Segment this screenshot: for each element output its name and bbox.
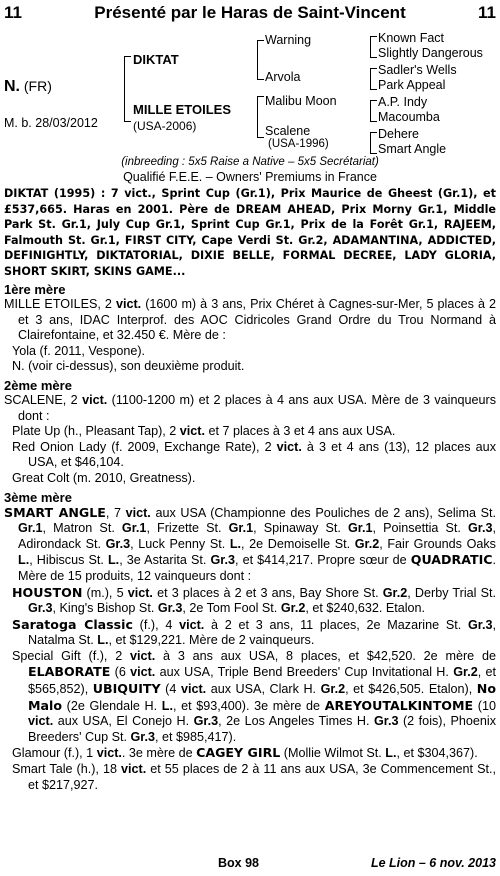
page-footer [0, 856, 500, 874]
ggs-1: Known Fact [378, 31, 445, 45]
sire-record: DIKTAT (1995) : 7 vict., Sprint Cup (Gr.1), Prix Maurice de Gheest (Gr.1), et £537,665. Haras en 2001. Père de DREAM AHEAD, Prix Morny Gr.1, Middle Park St. Gr.1, July Cup Gr.1, Sprint Cup Gr.1, Prix de la Forêt Gr.1, RAJEEM, Falmouth St. Gr.1, FIRST CITY, Cape Verdi St. Gr.2, ADAMANTINA, ADDICTED, DEFINIGHTLY, DIKTATORIAL, DIXIE BELLE, FORMAL DECREE, LADY GLORIA, SHORT SKIRT, SKINS GAME... [4, 187, 496, 278]
dam2-produce-2: Red Onion Lady (f. 2009, Exchange Rate), 2 vict. à 3 et 4 ans (13), 12 places aux USA, et $46,104. [12, 439, 496, 470]
lot-number-right: 11 [478, 3, 496, 22]
dam-name: MILLE ETOILES [133, 102, 231, 117]
dam-origin: (USA-2006) [133, 119, 197, 133]
sire-name: DIKTAT [133, 52, 179, 67]
ggs-8: Smart Angle [378, 142, 447, 156]
ggs-7: Dehere [378, 127, 419, 141]
dam1-produce-2: N. (voir ci-dessus), son deuxième produit. [12, 359, 245, 374]
dam3-heading: 3ème mère [4, 489, 72, 505]
dam2-produce-3: Great Colt (m. 2010, Greatness). [12, 470, 196, 485]
dam2-heading: 2ème mère [4, 377, 72, 393]
presenter-title: Présenté par le Haras de Saint-Vincent [94, 3, 406, 22]
grandsire-3: Malibu Moon [265, 94, 337, 108]
inbreeding-note: (inbreeding : 5x5 Raise a Native – 5x5 Secrétariat) [121, 156, 379, 168]
offspring-special-gift: Special Gift (f.), 2 vict. à 3 ans aux USA, 8 places, et $42,520. 2e mère de ELABORATE (6 vict. aux USA, Triple Bend Breeders' Cup Invitational H. Gr.2, et $565,852), UBIQUITY (4 vict. aux USA, Clark H. Gr.2, et $426,505. Etalon), No Malo (2e Glendale H. L., et $93,400). 3e mère de AREYOUTALKINTOME (10 vict. aux USA, El Conejo H. Gr.3, 2e Los Angeles Times H. Gr.3 (2 fois), Phoenix Breeders' Cup St. Gr.3, et $985,417). [12, 648, 496, 744]
dam1-record: MILLE ETOILES, 2 vict. (1600 m) à 3 ans, Prix Chéret à Cagnes-sur-Mer, 5 places à 2 et 3 ans, IDAC Interprof. des AOC Cidricoles Grand Ordre du Trou Normand à Clairefontaine, et 32.450 €. Mère de : [4, 297, 496, 343]
ggs-4: Park Appeal [378, 78, 446, 92]
horse-birth: M. b. 28/03/2012 [4, 116, 98, 130]
box-number: Box 98 [218, 856, 259, 870]
dam1-produce-1: Yola (f. 2011, Vespone). [12, 343, 146, 358]
dam2-record: SCALENE, 2 vict. (1100-1200 m) et 2 places à 4 ans aux USA. Mère de 3 vainqueurs dont : [4, 392, 496, 423]
dam3-record: SMART ANGLE, 7 vict. aux USA (Championne des Pouliches de 2 ans), Selima St. Gr.1, Matron St. Gr.1, Frizette St. Gr.1, Spinaway St. Gr.1, Poinsettia St. Gr.3, Adirondack St. Gr.3, Luck Penny St. L., 2e Demoiselle St. Gr.2, Fair Grounds Oaks L., Hibiscus St. L., 3e Astarita St. Gr.3, et $414,217. Propre sœur de QUADRATIC. Mère de 15 produits, 12 vainqueurs dont : [4, 504, 497, 583]
dam1-heading: 1ère mère [4, 282, 66, 297]
bracket [124, 56, 131, 122]
offspring-glamour: Glamour (f.), 1 vict.. 3e mère de CAGEY GIRL (Mollie Wilmot St. L., et $304,367). [12, 745, 478, 761]
qualification-note: Qualifié F.E.E. – Owners' Premiums in France [123, 170, 377, 184]
pedigree-table [0, 26, 500, 154]
bracket [257, 40, 264, 80]
offspring-saratoga: Saratoga Classic (f.), 4 vict. à 2 et 3 ans, 11 places, 2e Mazarine St. Gr.3, Natalma St. L., et $129,221. Mère de 2 vainqueurs. [12, 616, 496, 648]
bracket [370, 100, 377, 122]
grandsire-1: Warning [265, 33, 312, 47]
bracket [370, 36, 377, 58]
pedigree-body [4, 186, 496, 793]
ggs-3: Sadler's Wells [378, 63, 457, 77]
offspring-houston: HOUSTON (m.), 5 vict. et 3 places à 2 et 3 ans, Bay Shore St. Gr.2, Derby Trial St. Gr.3, King's Bishop St. Gr.3, 2e Tom Fool St. Gr.2, et $240,632. Etalon. [12, 584, 496, 616]
bracket [370, 68, 377, 90]
grandsire-4: Scalene [265, 124, 311, 138]
bracket [370, 132, 377, 154]
bracket [257, 96, 264, 138]
offspring-smart-tale: Smart Tale (h.), 18 vict. et 55 places de 2 à 11 ans aux USA, 3e Commencement St., et $217,927. [12, 762, 496, 792]
horse-name: N. (FR) [4, 78, 52, 95]
ggs-2: Slightly Dangerous [378, 46, 483, 60]
ggs-6: Macoumba [378, 110, 440, 124]
sale-name-date: Le Lion – 6 nov. 2013 [370, 856, 496, 870]
lot-number-left: 11 [4, 3, 22, 22]
dam2-produce-1: Plate Up (h., Pleasant Tap), 2 vict. et 7 places à 3 et 4 ans aux USA. [12, 424, 396, 439]
grandsire-4-origin: (USA-1996) [268, 138, 329, 150]
ggs-5: A.P. Indy [378, 95, 428, 109]
page-header [4, 2, 496, 24]
grandsire-2: Arvola [265, 70, 301, 84]
